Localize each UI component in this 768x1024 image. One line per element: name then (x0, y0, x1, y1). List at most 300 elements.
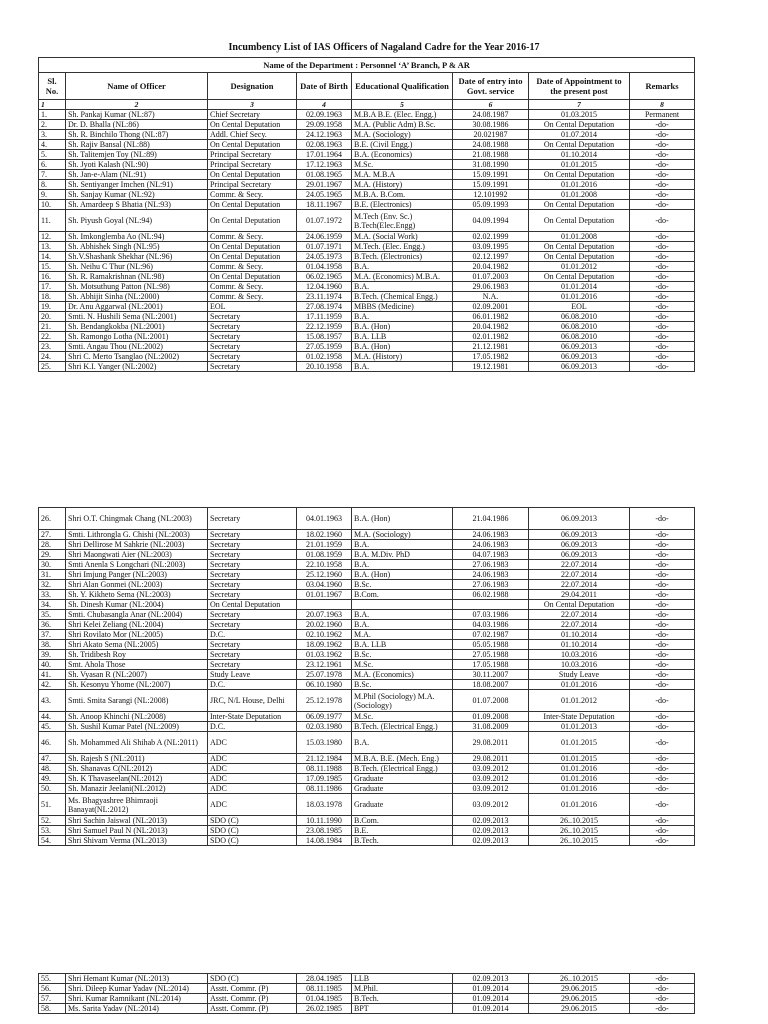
sl-no-cell: 53. (39, 826, 66, 836)
designation-cell: Secretary (208, 620, 297, 630)
dob-cell: 06.09.1977 (297, 712, 352, 722)
appointment-date-cell: 01.01.2016 (529, 774, 630, 784)
qualification-cell: M.A. (Economics) M.B.A. (352, 272, 453, 282)
sl-no-cell: 19. (39, 302, 66, 312)
officer-name-cell: Smt. Ahola Those (66, 660, 208, 670)
remarks-cell: -do- (630, 540, 695, 550)
officer-name-cell: Shri Rovilato Mor (NL:2005) (66, 630, 208, 640)
appointment-date-cell: 01.01.2015 (529, 754, 630, 764)
col-number: 4 (297, 100, 352, 110)
sl-no-cell: 12. (39, 232, 66, 242)
table-row (39, 630, 695, 640)
officer-name-cell: Sh.V.Shashank Shekhar (NL:96) (66, 252, 208, 262)
appointment-date-cell: 26..10.2015 (529, 974, 630, 984)
sl-no-cell: 47. (39, 754, 66, 764)
table-row (39, 180, 695, 190)
designation-cell: Secretary (208, 362, 297, 372)
remarks-cell: -do- (630, 660, 695, 670)
remarks-cell: -do- (630, 560, 695, 570)
sl-no-cell: 16. (39, 272, 66, 282)
officer-name-cell: Sh. Shanavas C(NL:2012) (66, 764, 208, 774)
officer-name-cell: Sh. Abhijit Sinha (NL:2000) (66, 292, 208, 302)
designation-cell: ADC (208, 754, 297, 764)
header-dob: Date of Birth (297, 73, 352, 100)
designation-cell: Principal Secretary (208, 180, 297, 190)
table-row (39, 242, 695, 252)
table-row (39, 110, 695, 120)
dob-cell: 24.05.1973 (297, 252, 352, 262)
table-row (39, 650, 695, 660)
qualification-cell: Graduate (352, 774, 453, 784)
sl-no-cell: 40. (39, 660, 66, 670)
table-row (39, 292, 695, 302)
designation-cell: D.C. (208, 630, 297, 640)
remarks-cell: -do- (630, 322, 695, 332)
entry-date-cell: 03.09.1995 (453, 242, 529, 252)
designation-cell: On Cental Deputation (208, 200, 297, 210)
designation-cell: Commr. & Secy. (208, 190, 297, 200)
col-number: 3 (208, 100, 297, 110)
officer-name-cell: Sh. Imkonglemba Ao (NL:94) (66, 232, 208, 242)
appointment-date-cell: 01.07.2014 (529, 130, 630, 140)
sl-no-cell: 31. (39, 570, 66, 580)
remarks-cell: -do- (630, 994, 695, 1004)
designation-cell: Secretary (208, 540, 297, 550)
dob-cell: 23.08.1985 (297, 826, 352, 836)
table-row (39, 640, 695, 650)
remarks-cell: -do- (630, 272, 695, 282)
appointment-date-cell: 01.01.2016 (529, 680, 630, 690)
table-row (39, 1004, 695, 1014)
entry-date-cell: 31.08.1990 (453, 160, 529, 170)
table-row (39, 210, 695, 232)
appointment-date-cell: 29.04.2011 (529, 590, 630, 600)
header-sl-no: Sl. No. (39, 73, 66, 100)
qualification-cell: B.Com. (352, 816, 453, 826)
dob-cell: 23.11.1974 (297, 292, 352, 302)
dob-cell: 01.07.1972 (297, 210, 352, 232)
designation-cell: Principal Secretary (208, 150, 297, 160)
table-row (39, 342, 695, 352)
qualification-cell: M.B.A. B.E. (Mech. Eng.) (352, 754, 453, 764)
dob-cell: 17.09.1985 (297, 774, 352, 784)
appointment-date-cell: On Cental Deputation (529, 170, 630, 180)
table-row (39, 712, 695, 722)
sl-no-cell: 26. (39, 508, 66, 530)
entry-date-cell: 04.07.1983 (453, 550, 529, 560)
table-row (39, 302, 695, 312)
officer-name-cell: Sh. Motsuthung Patton (NL:98) (66, 282, 208, 292)
designation-cell: Commr. & Secy. (208, 282, 297, 292)
entry-date-cell: 02.09.2001 (453, 302, 529, 312)
appointment-date-cell: 10.03.2016 (529, 660, 630, 670)
dob-cell: 21.12.1984 (297, 754, 352, 764)
remarks-cell: -do- (630, 362, 695, 372)
designation-cell: Addl. Chief Secy. (208, 130, 297, 140)
entry-date-cell: 02.01.1982 (453, 332, 529, 342)
officer-name-cell: Shri Sachin Jaiswal (NL:2013) (66, 816, 208, 826)
officer-name-cell: Dr. Anu Aggarwal (NL:2001) (66, 302, 208, 312)
remarks-cell: -do- (630, 774, 695, 784)
qualification-cell: B.A. (352, 620, 453, 630)
dob-cell: 20.07.1963 (297, 610, 352, 620)
table-row (39, 252, 695, 262)
sl-no-cell: 42. (39, 680, 66, 690)
dob-cell: 01.04.1985 (297, 994, 352, 1004)
sl-no-cell: 9. (39, 190, 66, 200)
entry-date-cell: 29.06.1983 (453, 282, 529, 292)
table-row (39, 540, 695, 550)
col-number: 8 (630, 100, 695, 110)
appointment-date-cell: 22.07.2014 (529, 570, 630, 580)
table-row (39, 150, 695, 160)
qualification-cell: M.A. (History) (352, 180, 453, 190)
sl-no-cell: 33. (39, 590, 66, 600)
officer-name-cell: Shri O.T. Chingmak Chang (NL:2003) (66, 508, 208, 530)
designation-cell: Secretary (208, 312, 297, 322)
table-row (39, 120, 695, 130)
qualification-cell: M.Tech. (Elec. Engg.) (352, 242, 453, 252)
entry-date-cell: 03.09.2012 (453, 764, 529, 774)
entry-date-cell: 03.09.2012 (453, 774, 529, 784)
remarks-cell: -do- (630, 262, 695, 272)
dob-cell: 24.05.1965 (297, 190, 352, 200)
officers-table-part-1 (38, 57, 695, 372)
designation-cell: On Cental Deputation (208, 242, 297, 252)
remarks-cell: -do- (630, 794, 695, 816)
officer-name-cell: Sh. Rajesh S (NL:2011) (66, 754, 208, 764)
officer-name-cell: Smti. Angau Thou (NL:2002) (66, 342, 208, 352)
remarks-cell: -do- (630, 312, 695, 322)
dob-cell: 01.01.1967 (297, 590, 352, 600)
entry-date-cell: 01.09.2008 (453, 712, 529, 722)
officer-name-cell: Smti. Chubasangla Anar (NL:2004) (66, 610, 208, 620)
dob-cell: 29.01.1967 (297, 180, 352, 190)
designation-cell: SDO (C) (208, 826, 297, 836)
officer-name-cell: Sh. Vyasan R (NL:2007) (66, 670, 208, 680)
dob-cell: 08.11.1985 (297, 984, 352, 994)
qualification-cell: Graduate (352, 794, 453, 816)
officer-name-cell: Shri Maongwati Aier (NL:2003) (66, 550, 208, 560)
table-row (39, 600, 695, 610)
sl-no-cell: 34. (39, 600, 66, 610)
entry-date-cell: 18.08.2007 (453, 680, 529, 690)
appointment-date-cell: 26..10.2015 (529, 836, 630, 846)
officer-name-cell: Sh. Sentiyanger Imchen (NL:91) (66, 180, 208, 190)
remarks-cell: -do- (630, 620, 695, 630)
dob-cell: 03.04.1960 (297, 580, 352, 590)
appointment-date-cell: 06.09.2013 (529, 352, 630, 362)
table-row (39, 764, 695, 774)
appointment-date-cell: 26..10.2015 (529, 816, 630, 826)
table-row (39, 560, 695, 570)
sl-no-cell: 27. (39, 530, 66, 540)
entry-date-cell: 01.09.2014 (453, 984, 529, 994)
entry-date-cell: 31.08.2009 (453, 722, 529, 732)
remarks-cell: -do- (630, 722, 695, 732)
dob-cell: 22.12.1959 (297, 322, 352, 332)
sl-no-cell: 15. (39, 262, 66, 272)
dob-cell: 25.07.1978 (297, 670, 352, 680)
table-row (39, 332, 695, 342)
qualification-cell: B.Com. (352, 590, 453, 600)
remarks-cell: -do- (630, 282, 695, 292)
col-number: 7 (529, 100, 630, 110)
sl-no-cell: 50. (39, 784, 66, 794)
entry-date-cell: 01.09.2014 (453, 1004, 529, 1014)
sl-no-cell: 48. (39, 764, 66, 774)
dob-cell: 01.07.1971 (297, 242, 352, 252)
dob-cell: 17.01.1964 (297, 150, 352, 160)
entry-date-cell: 29.08.2011 (453, 754, 529, 764)
dob-cell: 10.11.1990 (297, 816, 352, 826)
appointment-date-cell: On Cental Deputation (529, 120, 630, 130)
qualification-cell: M.A. (Public Adm) B.Sc. (352, 120, 453, 130)
remarks-cell: -do- (630, 754, 695, 764)
designation-cell: D.C. (208, 680, 297, 690)
dob-cell: 27.05.1959 (297, 342, 352, 352)
designation-cell: On Cental Deputation (208, 210, 297, 232)
sl-no-cell: 1. (39, 110, 66, 120)
entry-date-cell: 24.06.1983 (453, 530, 529, 540)
entry-date-cell: 24.08.1987 (453, 110, 529, 120)
appointment-date-cell: 01.01.2014 (529, 282, 630, 292)
designation-cell: Principal Secretary (208, 160, 297, 170)
remarks-cell: -do- (630, 650, 695, 660)
sl-no-cell: 46. (39, 732, 66, 754)
sl-no-cell: 29. (39, 550, 66, 560)
officer-name-cell: Sh. Rajiv Bansal (NL:88) (66, 140, 208, 150)
table-row (39, 282, 695, 292)
designation-cell: Secretary (208, 332, 297, 342)
designation-cell: Chief Secretary (208, 110, 297, 120)
entry-date-cell: 03.09.2012 (453, 794, 529, 816)
entry-date-cell (453, 600, 529, 610)
remarks-cell: -do- (630, 984, 695, 994)
entry-date-cell: 24.06.1983 (453, 570, 529, 580)
appointment-date-cell: 01.10.2014 (529, 640, 630, 650)
appointment-date-cell: 01.01.2016 (529, 784, 630, 794)
qualification-cell: M.A. (352, 630, 453, 640)
officers-table-part-2 (38, 507, 695, 846)
qualification-cell: B.Tech. (Electronics) (352, 252, 453, 262)
qualification-cell: B.A. LLB (352, 332, 453, 342)
officer-name-cell: Sh. Manazir Jeelani(NL:2012) (66, 784, 208, 794)
dob-cell: 02.08.1963 (297, 140, 352, 150)
entry-date-cell: 15.09.1991 (453, 170, 529, 180)
officer-name-cell: Shri. Dileep Kumar Yadav (NL:2014) (66, 984, 208, 994)
officer-name-cell: Smti Anenla S Longchari (NL:2003) (66, 560, 208, 570)
remarks-cell: -do- (630, 210, 695, 232)
officer-name-cell: Shri. Kumar Ramnikant (NL:2014) (66, 994, 208, 1004)
appointment-date-cell: 29.06.2015 (529, 984, 630, 994)
sl-no-cell: 38. (39, 640, 66, 650)
sl-no-cell: 32. (39, 580, 66, 590)
entry-date-cell: 20.04.1982 (453, 262, 529, 272)
table-row (39, 550, 695, 560)
qualification-cell: M.Sc. (352, 712, 453, 722)
officer-name-cell: Sh. Mohammed Ali Shihab A (NL:2011) (66, 732, 208, 754)
officer-name-cell: Shri Hemant Kumar (NL:2013) (66, 974, 208, 984)
entry-date-cell: 06.01.1982 (453, 312, 529, 322)
entry-date-cell: 20.04.1982 (453, 322, 529, 332)
remarks-cell: -do- (630, 232, 695, 242)
designation-cell: ADC (208, 784, 297, 794)
remarks-cell: -do- (630, 784, 695, 794)
dob-cell: 26.02.1985 (297, 1004, 352, 1014)
appointment-date-cell: Inter-State Deputation (529, 712, 630, 722)
officer-name-cell: Sh. R. Binchilo Thong (NL:87) (66, 130, 208, 140)
designation-cell: SDO (C) (208, 836, 297, 846)
appointment-date-cell: 06.09.2013 (529, 342, 630, 352)
remarks-cell: -do- (630, 640, 695, 650)
remarks-cell: -do- (630, 580, 695, 590)
table-row (39, 272, 695, 282)
table-row (39, 160, 695, 170)
remarks-cell: -do- (630, 140, 695, 150)
qualification-cell: B.A. (352, 732, 453, 754)
table-row (39, 974, 695, 984)
officer-name-cell: Smti. Smita Sarangi (NL:2008) (66, 690, 208, 712)
officer-name-cell: Sh. Jan-e-Alam (NL:91) (66, 170, 208, 180)
officer-name-cell: Dr. D. Bhalla (NL:86) (66, 120, 208, 130)
dob-cell: 18.11.1967 (297, 200, 352, 210)
remarks-cell: -do- (630, 342, 695, 352)
qualification-cell: M.Sc. (352, 660, 453, 670)
officer-name-cell: Sh. Sushil Kumar Patel (NL:2009) (66, 722, 208, 732)
dob-cell: 15.03.1980 (297, 732, 352, 754)
entry-date-cell: 01.09.2014 (453, 994, 529, 1004)
appointment-date-cell: 01.01.2015 (529, 732, 630, 754)
entry-date-cell: 02.09.2013 (453, 974, 529, 984)
dob-cell: 21.01.1959 (297, 540, 352, 550)
sl-no-cell: 56. (39, 984, 66, 994)
designation-cell: Secretary (208, 570, 297, 580)
appointment-date-cell: On Cental Deputation (529, 600, 630, 610)
remarks-cell: -do- (630, 974, 695, 984)
header-remarks: Remarks (630, 73, 695, 100)
officer-name-cell: Ms. Sarita Yadav (NL:2014) (66, 1004, 208, 1014)
appointment-date-cell: On Cental Deputation (529, 272, 630, 282)
entry-date-cell: 07.02.1987 (453, 630, 529, 640)
officer-name-cell: Sh. Jyoti Kalash (NL:90) (66, 160, 208, 170)
qualification-cell: B.A. (352, 540, 453, 550)
qualification-cell: B.E. (Civil Engg.) (352, 140, 453, 150)
officer-name-cell: Sh. Amardeep S Bhatia (NL:93) (66, 200, 208, 210)
qualification-cell: B.A. (Hon) (352, 322, 453, 332)
officer-name-cell: Sh. Neihu C Thur (NL:96) (66, 262, 208, 272)
qualification-cell: B.E. (Electronics) (352, 200, 453, 210)
table-row (39, 660, 695, 670)
dob-cell: 22.10.1958 (297, 560, 352, 570)
appointment-date-cell: 01.01.2016 (529, 180, 630, 190)
dob-cell: 15.08.1957 (297, 332, 352, 342)
qualification-cell: B.A. (352, 362, 453, 372)
sl-no-cell: 7. (39, 170, 66, 180)
appointment-date-cell: 01.01.2016 (529, 764, 630, 774)
designation-cell: Secretary (208, 660, 297, 670)
entry-date-cell: 04.03.1986 (453, 620, 529, 630)
entry-date-cell: 30.11.2007 (453, 670, 529, 680)
entry-date-cell: 05.09.1993 (453, 200, 529, 210)
appointment-date-cell: On Cental Deputation (529, 140, 630, 150)
designation-cell: Secretary (208, 650, 297, 660)
entry-date-cell: N.A. (453, 292, 529, 302)
dob-cell: 01.08.1959 (297, 550, 352, 560)
designation-cell: On Cental Deputation (208, 120, 297, 130)
qualification-cell (352, 600, 453, 610)
officer-name-cell: Shri Dellirose M Sahkrie (NL:2003) (66, 540, 208, 550)
designation-cell: ADC (208, 794, 297, 816)
dob-cell: 17.11.1959 (297, 312, 352, 322)
remarks-cell: -do- (630, 302, 695, 312)
appointment-date-cell: On Cental Deputation (529, 200, 630, 210)
entry-date-cell: 17.05.1988 (453, 660, 529, 670)
table-row (39, 232, 695, 242)
dob-cell: 14.08.1984 (297, 836, 352, 846)
dob-cell: 29.09.1958 (297, 120, 352, 130)
appointment-date-cell: 06.08.2010 (529, 332, 630, 342)
sl-no-cell: 25. (39, 362, 66, 372)
sl-no-cell: 39. (39, 650, 66, 660)
dob-cell: 23.12.1961 (297, 660, 352, 670)
col-number: 5 (352, 100, 453, 110)
sl-no-cell: 17. (39, 282, 66, 292)
designation-cell: ADC (208, 764, 297, 774)
officer-name-cell: Shri Shivam Verma (NL:2013) (66, 836, 208, 846)
sl-no-cell: 58. (39, 1004, 66, 1014)
sl-no-cell: 30. (39, 560, 66, 570)
qualification-cell: M.A. (History) (352, 352, 453, 362)
remarks-cell: -do- (630, 180, 695, 190)
table-row (39, 590, 695, 600)
officer-name-cell: Sh. Dinesh Kumar (NL:2004) (66, 600, 208, 610)
appointment-date-cell: 06.09.2013 (529, 530, 630, 540)
designation-cell: Secretary (208, 352, 297, 362)
officer-name-cell: Shri Akato Sema (NL:2005) (66, 640, 208, 650)
dob-cell: 01.08.1965 (297, 170, 352, 180)
remarks-cell: -do- (630, 590, 695, 600)
designation-cell: On Cental Deputation (208, 140, 297, 150)
sl-no-cell: 41. (39, 670, 66, 680)
table-row (39, 732, 695, 754)
officer-name-cell: Ms. Bhagyashree Bhimraoji Banayat(NL:2012) (66, 794, 208, 816)
remarks-cell: -do- (630, 826, 695, 836)
qualification-cell: B.A. (Hon) (352, 570, 453, 580)
dob-cell: 24.06.1959 (297, 232, 352, 242)
sl-no-cell: 10. (39, 200, 66, 210)
sl-no-cell: 45. (39, 722, 66, 732)
qualification-cell: M.Sc. (352, 160, 453, 170)
remarks-cell: -do- (630, 130, 695, 140)
designation-cell: Commr. & Secy. (208, 292, 297, 302)
qualification-cell: MBBS (Medicine) (352, 302, 453, 312)
qualification-cell: B.E. (352, 826, 453, 836)
table-row (39, 680, 695, 690)
dob-cell (297, 600, 352, 610)
appointment-date-cell: Study Leave (529, 670, 630, 680)
dob-cell: 25.12.1978 (297, 690, 352, 712)
entry-date-cell: 02.09.2013 (453, 836, 529, 846)
appointment-date-cell: EOL (529, 302, 630, 312)
officer-name-cell: Sh. R. Ramakrishnan (NL:98) (66, 272, 208, 282)
remarks-cell: -do- (630, 200, 695, 210)
sl-no-cell: 43. (39, 690, 66, 712)
remarks-cell: -do- (630, 680, 695, 690)
qualification-cell: B.Tech. (Chemical Engg.) (352, 292, 453, 302)
sl-no-cell: 24. (39, 352, 66, 362)
table-row (39, 722, 695, 732)
